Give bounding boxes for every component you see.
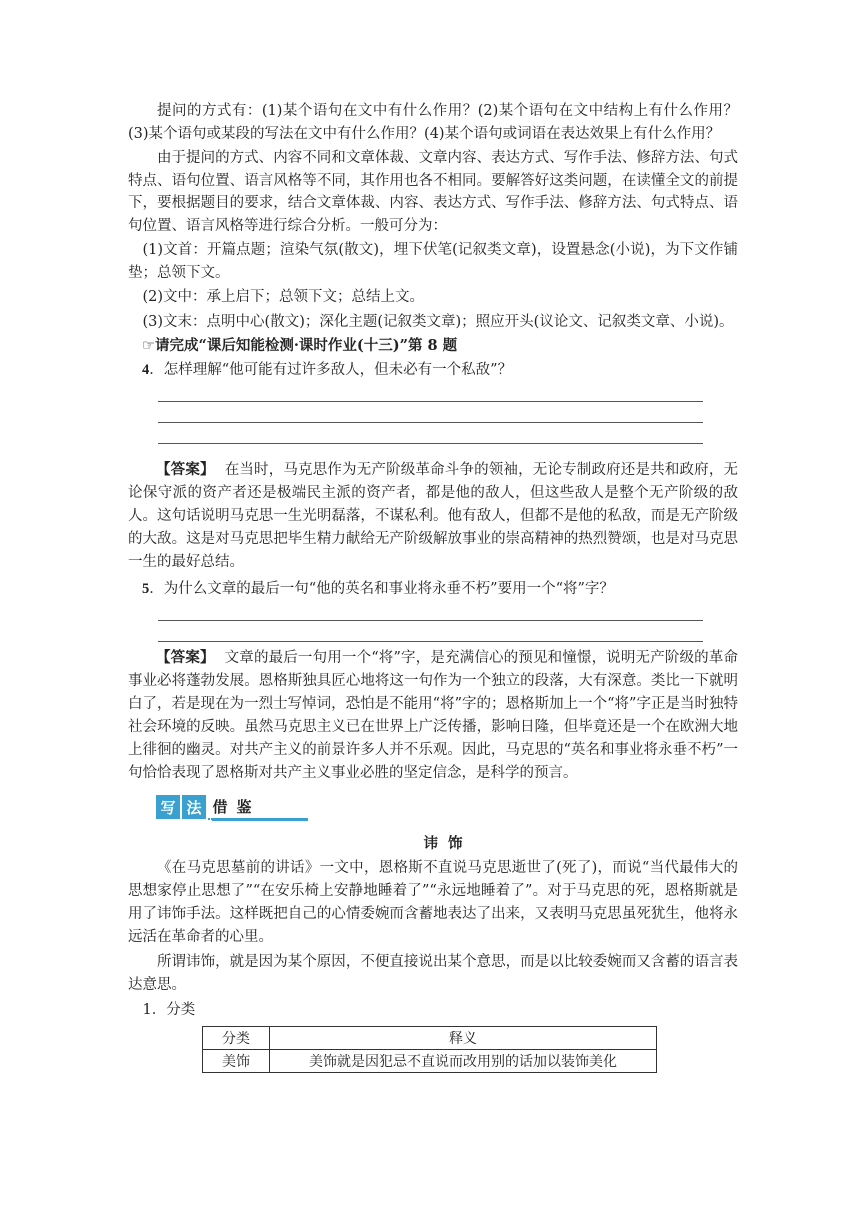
section-paragraph-1: 《在马克思墓前的讲话》一文中，恩格斯不直说马克思逝世了(死了)，而说“当代最伟大的思想家停止思想了”“在安乐椅上安静地睡着了”“永远地睡着了”。对于马克思的死，恩格斯就是用了讳饰手法。这样既把自己的心情委婉而含蓄地表达了出来，又表明马克思虽死犹生，他将永远活在革命者的心里。 bbox=[128, 860, 738, 945]
intro-paragraph-2: 由于提问的方式、内容不同和文章体裁、文章内容、表达方式、写作手法、修辞方法、句式特点、语句位置、语言风格等不同，其作用也各不相同。要解答好这类问题，在读懂全文的前提下，要根据题目的要求，结合文章体裁、内容、表达方式、写作手法、修辞方法、句式特点、语句位置、语言风格等进行综合分析。一般可分为： bbox=[128, 150, 738, 234]
answer-tag: 【答案】 bbox=[156, 461, 215, 478]
banner-char: 法 bbox=[182, 795, 206, 819]
question-4-number: 4 bbox=[142, 362, 150, 378]
table-cell: 美饰就是因犯忌不直说而改用别的话加以装饰美化 bbox=[270, 1050, 657, 1073]
table-header-row bbox=[203, 1027, 657, 1050]
intro-item-2: (2)文中：承上启下；总领下文；总结上文。 bbox=[142, 289, 425, 305]
answer-tag: 【答案】 bbox=[156, 649, 215, 666]
table-header: 释义 bbox=[270, 1027, 657, 1050]
answer-text: 在当时，马克思作为无产阶级革命斗争的领袖，无论专制政府还是共和政府，无论保守派的资产者还是极端民主派的资产者，都是他的敌人，但这些敌人是整个无产阶级的敌人。这句话说明马克思一生光明磊落，不谋私利。他有敌人，但都不是他的私敌，而是无产阶级的大敌。这是对马克思把毕生精力献给无产阶级解放事业的崇高精神的热烈赞颂，也是对马克思一生的最好总结。 bbox=[128, 462, 739, 570]
question-4-text: ．怎样理解“他可能有过许多敌人，但未必有一个私敌”？ bbox=[149, 362, 513, 378]
banner-char: 鉴 bbox=[232, 794, 256, 820]
pointing-hand-icon: ☞ bbox=[142, 338, 155, 354]
table-row bbox=[203, 1050, 657, 1073]
banner-underline bbox=[212, 818, 308, 821]
question-5-number: 5 bbox=[142, 581, 150, 597]
answer-line[interactable] bbox=[158, 381, 703, 402]
answer-text: 文章的最后一句用一个“将”字，是充满信心的预见和憧憬，说明无产阶级的革命事业必将蓬勃发展。恩格斯独具匠心地将这一句作为一个独立的段落，大有深意。类比一下就明白了，若是现在为一烈士写悼词，恐怕是不能用“将”字的；恩格斯加上一个“将”字正是当时独特社会环境的反映。虽然马克思主义已在世界上广泛传播，影响日隆，但毕竟还是一个在欧洲大地上徘徊的幽灵。对共产主义的前景许多人并不乐观。因此，马克思的“英名和事业将永垂不朽”一句恰恰表现了恩格斯对共产主义事业必胜的坚定信念，是科学的预言。 bbox=[128, 650, 739, 781]
answer-line[interactable] bbox=[158, 621, 703, 642]
banner-char: 写 bbox=[156, 795, 180, 819]
exercise-reference bbox=[128, 335, 738, 357]
document-page bbox=[128, 100, 738, 1073]
section-paragraph-2: 所谓讳饰，就是因为某个原因，不便直接说出某个意思，而是以比较委婉而又含蓄的语言表达意思。 bbox=[128, 954, 738, 993]
subheading-classification: 1．分类 bbox=[142, 1002, 196, 1018]
answer-line[interactable] bbox=[158, 423, 703, 444]
answer-line[interactable] bbox=[158, 402, 703, 423]
question-4 bbox=[142, 359, 738, 381]
question-5-answer bbox=[128, 646, 738, 785]
exercise-reference-text: 请完成“课后知能检测·课时作业(十三)”第 8 题 bbox=[155, 337, 458, 354]
question-5 bbox=[142, 578, 738, 600]
table-cell: 美饰 bbox=[203, 1050, 270, 1073]
section-title: 讳饰 bbox=[423, 835, 473, 852]
question-5-text: ．为什么文章的最后一句“他的英名和事业将永垂不朽”要用一个“将”字？ bbox=[149, 581, 614, 597]
intro-item-3: (3)文末：点明中心(散文)；深化主题(记叙类文章)；照应开头(议论文、记叙类文章、小说)。 bbox=[142, 313, 734, 330]
table-header: 分类 bbox=[203, 1027, 270, 1050]
intro-item-1: (1)文首：开篇点题；渲染气氛(散文)，埋下伏笔(记叙类文章)，设置悬念(小说)，为下文作铺垫；总领下文。 bbox=[128, 242, 738, 281]
banner-char: 借 bbox=[208, 794, 232, 820]
intro-paragraph-1: 提问的方式有：(1)某个语句在文中有什么作用？(2)某个语句在文中结构上有什么作用？(3)某个语句或某段的写法在文中有什么作用？(4)某个语句或词语在表达效果上有什么作用？ bbox=[128, 103, 738, 142]
section-banner bbox=[156, 793, 738, 821]
question-4-answer bbox=[128, 458, 738, 574]
answer-line[interactable] bbox=[158, 600, 703, 621]
classification-table bbox=[202, 1026, 657, 1073]
